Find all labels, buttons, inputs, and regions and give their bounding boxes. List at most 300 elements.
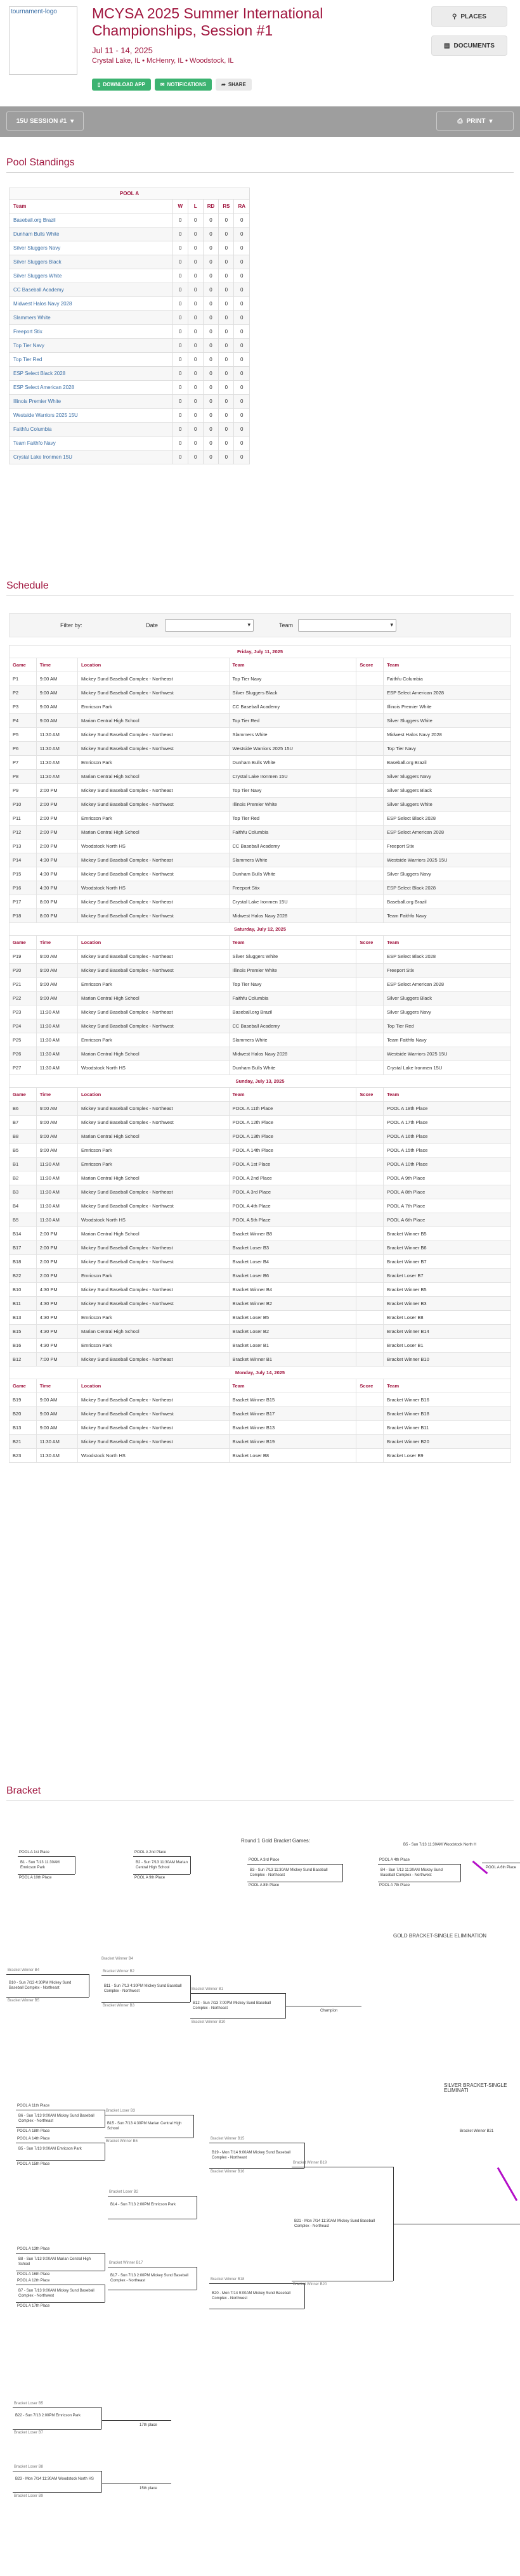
game-score xyxy=(356,1311,384,1325)
game-time: 11:30 AM xyxy=(36,1019,77,1033)
game-score xyxy=(356,1005,384,1019)
game-location: Mickey Sund Baseball Complex - Northwest xyxy=(77,1199,229,1213)
stat-cell: 0 xyxy=(172,283,188,297)
places-button[interactable] xyxy=(431,6,507,27)
home-team: POOL A 1st Place xyxy=(229,1157,356,1171)
game-time: 11:30 AM xyxy=(36,1047,77,1061)
documents-button[interactable] xyxy=(431,35,507,56)
stat-cell: 0 xyxy=(188,325,203,339)
game-time: 11:30 AM xyxy=(36,1061,77,1075)
game-time: 2:00 PM xyxy=(36,812,77,826)
stat-cell: 0 xyxy=(203,339,219,353)
away-team: Baseball.org Brazil xyxy=(384,756,511,770)
day-header-row xyxy=(10,646,511,658)
date-filter-select[interactable] xyxy=(165,619,254,632)
game-row xyxy=(10,909,511,923)
stat-cell: 0 xyxy=(172,325,188,339)
game-score xyxy=(356,1435,384,1449)
game-time: 9:00 AM xyxy=(36,1144,77,1157)
game-location: Mickey Sund Baseball Complex - Northwest xyxy=(77,1407,229,1421)
game-time: 2:00 PM xyxy=(36,798,77,812)
away-team: Midwest Halos Navy 2028 xyxy=(384,728,511,742)
bracket-slot-top: POOL A 12th Place xyxy=(17,2279,50,2283)
team-link[interactable]: Silver Sluggers Navy xyxy=(10,241,173,255)
game-score xyxy=(356,978,384,992)
game-id: P6 xyxy=(10,742,37,756)
bracket-slot-bottom: POOL A 9th Place xyxy=(134,1876,166,1880)
game-score xyxy=(356,1255,384,1269)
stat-cell: 0 xyxy=(188,450,203,464)
stat-cell: 0 xyxy=(172,241,188,255)
stat-cell: 0 xyxy=(172,423,188,437)
stat-cell: 0 xyxy=(188,395,203,409)
home-team: Westside Warriors 2025 15U xyxy=(229,742,356,756)
game-row xyxy=(10,1171,511,1185)
team-link[interactable]: Team Faithfo Navy xyxy=(10,437,173,450)
away-team: Bracket Loser B1 xyxy=(384,1339,511,1353)
home-team: Bracket Winner B1 xyxy=(229,1353,356,1367)
stat-cell: 0 xyxy=(203,450,219,464)
game-row xyxy=(10,1241,511,1255)
game-id: P20 xyxy=(10,964,37,978)
standings-row xyxy=(10,381,250,395)
team-link[interactable]: Freeport Stix xyxy=(10,325,173,339)
column-header: Location xyxy=(77,658,229,672)
column-header: Team xyxy=(10,200,173,214)
team-link[interactable]: Faithfu Columbia xyxy=(10,423,173,437)
game-row xyxy=(10,700,511,714)
stat-cell: 0 xyxy=(203,423,219,437)
game-location: Mickey Sund Baseball Complex - Northeast xyxy=(77,1283,229,1297)
date-filter-label: Date xyxy=(146,622,159,628)
game-location: Woodstock North HS xyxy=(77,1061,229,1075)
game-score xyxy=(356,1283,384,1297)
bracket-line xyxy=(16,2160,105,2161)
stat-cell: 0 xyxy=(219,353,234,367)
home-team: Top Tier Navy xyxy=(229,784,356,798)
pool-name: POOL A xyxy=(10,188,250,200)
bracket-line xyxy=(101,2407,102,2429)
home-team: POOL A 11th Place xyxy=(229,1102,356,1116)
bracket-line xyxy=(378,1864,460,1865)
stat-cell: 0 xyxy=(203,367,219,381)
away-team: Silver Sluggers Navy xyxy=(384,867,511,881)
game-location: Emricson Park xyxy=(77,812,229,826)
schedule-header-row xyxy=(10,658,511,672)
bracket-game-info: B6 - Sun 7/13 9:00AM Mickey Sund Baseball Complex - Northeast xyxy=(18,2114,94,2123)
home-team: Bracket Winner B15 xyxy=(229,1393,356,1407)
game-location: Mickey Sund Baseball Complex - Northwest xyxy=(77,867,229,881)
share-icon: ➦ xyxy=(221,82,226,87)
game-location: Emricson Park xyxy=(77,700,229,714)
game-time: 11:30 AM xyxy=(36,728,77,742)
division-dropdown[interactable] xyxy=(6,112,84,131)
away-team: POOL A 15th Place xyxy=(384,1144,511,1157)
game-score xyxy=(356,1297,384,1311)
team-link[interactable]: ESP Select American 2028 xyxy=(10,381,173,395)
stat-cell: 0 xyxy=(234,381,250,395)
bracket-game-info: B7 - Sun 7/13 9:00AM Mickey Sund Baseball Complex - Northwest xyxy=(18,2289,94,2298)
home-team: Top Tier Navy xyxy=(229,978,356,992)
game-id: P21 xyxy=(10,978,37,992)
game-score xyxy=(356,909,384,923)
game-id: P5 xyxy=(10,728,37,742)
stat-cell: 0 xyxy=(203,409,219,423)
away-team: Bracket Winner B5 xyxy=(384,1227,511,1241)
game-time: 7:00 PM xyxy=(36,1353,77,1367)
team-link[interactable]: Top Tier Navy xyxy=(10,339,173,353)
game-row xyxy=(10,812,511,826)
column-header: Team xyxy=(384,936,511,950)
away-team: POOL A 10th Place xyxy=(384,1157,511,1171)
away-team: ESP Select American 2028 xyxy=(384,978,511,992)
day-header-row xyxy=(10,1075,511,1088)
stat-cell: 0 xyxy=(203,227,219,241)
game-row xyxy=(10,1297,511,1311)
home-team: Bracket Winner B13 xyxy=(229,1421,356,1435)
stat-cell: 0 xyxy=(203,353,219,367)
game-time: 9:00 AM xyxy=(36,950,77,964)
away-team: Bracket Winner B14 xyxy=(384,1325,511,1339)
away-team: ESP Select American 2028 xyxy=(384,826,511,839)
stat-cell: 0 xyxy=(203,214,219,227)
column-header: Team xyxy=(384,1088,511,1102)
bracket-game-info: B10 - Sun 7/13 4:30PM Mickey Sund Baseball Complex - Northeast xyxy=(9,1981,72,1990)
pool-header-row xyxy=(10,188,250,200)
team-link[interactable]: Midwest Halos Navy 2028 xyxy=(10,297,173,311)
away-team: Silver Sluggers Navy xyxy=(384,770,511,784)
game-row xyxy=(10,1227,511,1241)
bracket-game-info: B1 - Sun 7/13 11:30AM Emricson Park xyxy=(20,1861,60,1870)
game-id: B8 xyxy=(10,1130,37,1144)
bracket-line xyxy=(460,1864,461,1882)
game-row xyxy=(10,1144,511,1157)
away-team: Bracket Winner B10 xyxy=(384,1353,511,1367)
game-time: 9:00 AM xyxy=(36,978,77,992)
stat-cell: 0 xyxy=(219,255,234,269)
game-time: 9:00 AM xyxy=(36,672,77,686)
stat-cell: 0 xyxy=(234,450,250,464)
schedule-filter-bar xyxy=(9,613,511,637)
team-link[interactable]: Silver Sluggers White xyxy=(10,269,173,283)
stat-cell: 0 xyxy=(219,325,234,339)
game-time: 8:00 PM xyxy=(36,895,77,909)
game-id: P1 xyxy=(10,672,37,686)
game-score xyxy=(356,1407,384,1421)
game-time: 8:00 PM xyxy=(36,909,77,923)
column-header: RS xyxy=(219,200,234,214)
game-time: 4:30 PM xyxy=(36,867,77,881)
bracket-line xyxy=(108,2196,197,2197)
game-id: B20 xyxy=(10,1407,37,1421)
game-score xyxy=(356,1185,384,1199)
team-link[interactable]: Slammers White xyxy=(10,311,173,325)
home-team: Bracket Winner B4 xyxy=(229,1283,356,1297)
home-team: Illinois Premier White xyxy=(229,798,356,812)
game-time: 2:00 PM xyxy=(36,1241,77,1255)
home-team: Silver Sluggers White xyxy=(229,950,356,964)
stat-cell: 0 xyxy=(188,437,203,450)
bracket-slot-top: Bracket Winner B4 xyxy=(8,1968,40,1972)
game-location: Mickey Sund Baseball Complex - Northwest xyxy=(77,1297,229,1311)
game-time: 9:00 AM xyxy=(36,714,77,728)
share-button[interactable] xyxy=(216,79,252,91)
column-header: Game xyxy=(10,1088,37,1102)
game-location: Mickey Sund Baseball Complex - Northeast xyxy=(77,895,229,909)
stat-cell: 0 xyxy=(188,269,203,283)
home-team: Dunham Bulls White xyxy=(229,867,356,881)
stat-cell: 0 xyxy=(203,437,219,450)
stat-cell: 0 xyxy=(172,409,188,423)
column-header: L xyxy=(188,200,203,214)
bracket-line xyxy=(304,2283,305,2309)
game-time: 9:00 AM xyxy=(36,1421,77,1435)
stat-cell: 0 xyxy=(219,423,234,437)
game-score xyxy=(356,895,384,909)
standings-row xyxy=(10,283,250,297)
game-time: 9:00 AM xyxy=(36,1130,77,1144)
game-id: P3 xyxy=(10,700,37,714)
team-link[interactable]: Crystal Lake Ironmen 15U xyxy=(10,450,173,464)
game-location: Mickey Sund Baseball Complex - Northeast xyxy=(77,1185,229,1199)
notifications-label: NOTIFICATIONS xyxy=(167,82,207,87)
game-score xyxy=(356,1061,384,1075)
stat-cell: 0 xyxy=(172,227,188,241)
game-time: 9:00 AM xyxy=(36,686,77,700)
team-filter-select[interactable] xyxy=(298,619,396,632)
stat-cell: 0 xyxy=(219,311,234,325)
bracket-line xyxy=(190,1856,191,1874)
game-score xyxy=(356,867,384,881)
share-label: SHARE xyxy=(228,82,246,87)
column-header: Time xyxy=(36,936,77,950)
bracket-line xyxy=(209,2168,304,2169)
game-location: Mickey Sund Baseball Complex - Northeast xyxy=(77,1393,229,1407)
away-team: Freeport Stix xyxy=(384,964,511,978)
away-team: ESP Select Black 2028 xyxy=(384,950,511,964)
game-location: Emricson Park xyxy=(77,1311,229,1325)
game-time: 4:30 PM xyxy=(36,1325,77,1339)
game-location: Mickey Sund Baseball Complex - Northwest xyxy=(77,1116,229,1130)
team-filter-label: Team xyxy=(279,622,294,628)
away-team: POOL A 18th Place xyxy=(384,1102,511,1116)
column-header: Time xyxy=(36,658,77,672)
stat-cell: 0 xyxy=(172,255,188,269)
game-location: Mickey Sund Baseball Complex - Northeast xyxy=(77,784,229,798)
team-link[interactable]: Silver Sluggers Black xyxy=(10,255,173,269)
home-team: Midwest Halos Navy 2028 xyxy=(229,1047,356,1061)
away-team: Bracket Winner B5 xyxy=(384,1283,511,1297)
division-label: 15U SESSION #1 xyxy=(16,117,67,125)
column-header: Team xyxy=(229,936,356,950)
game-score xyxy=(356,992,384,1005)
game-score xyxy=(356,784,384,798)
bracket-slot-top: POOL A 11th Place xyxy=(17,2104,50,2108)
team-link[interactable]: Dunham Bulls White xyxy=(10,227,173,241)
game-score xyxy=(356,1199,384,1213)
column-header: Time xyxy=(36,1379,77,1393)
team-link[interactable]: Illinois Premier White xyxy=(10,395,173,409)
standings-row xyxy=(10,255,250,269)
stat-cell: 0 xyxy=(172,437,188,450)
bracket-title: Bracket xyxy=(6,1785,41,1796)
game-row xyxy=(10,1311,511,1325)
standings-row xyxy=(10,437,250,450)
game-time: 9:00 AM xyxy=(36,1116,77,1130)
team-link[interactable]: Westside Warriors 2025 15U xyxy=(10,409,173,423)
column-header: Game xyxy=(10,658,37,672)
away-team: Bracket Loser B8 xyxy=(384,1311,511,1325)
stat-cell: 0 xyxy=(172,353,188,367)
game-id: B2 xyxy=(10,1171,37,1185)
stat-cell: 0 xyxy=(219,367,234,381)
game-location: Mickey Sund Baseball Complex - Northeast xyxy=(77,853,229,867)
away-team: Freeport Stix xyxy=(384,839,511,853)
bracket-line xyxy=(13,2407,101,2408)
day-header-row xyxy=(10,1367,511,1379)
download-app-button[interactable] xyxy=(92,79,151,91)
game-location: Mickey Sund Baseball Complex - Northwest xyxy=(77,1255,229,1269)
home-team: POOL A 12th Place xyxy=(229,1116,356,1130)
game-score xyxy=(356,964,384,978)
stat-cell: 0 xyxy=(234,283,250,297)
home-team: Bracket Loser B4 xyxy=(229,1255,356,1269)
day-label: Monday, July 14, 2025 xyxy=(10,1367,511,1379)
bracket-line xyxy=(133,1874,190,1875)
game-id: P15 xyxy=(10,867,37,881)
game-id: B11 xyxy=(10,1297,37,1311)
bracket-line xyxy=(101,2420,171,2421)
game-id: B12 xyxy=(10,1353,37,1367)
bracket-slot-top: Bracket Winner B18 xyxy=(211,2278,245,2281)
game-row xyxy=(10,1213,511,1227)
game-id: P14 xyxy=(10,853,37,867)
game-row xyxy=(10,895,511,909)
stat-cell: 0 xyxy=(172,311,188,325)
bracket-slot-top: B5 - Sun 7/13 11:30AM Woodstock North H xyxy=(403,1843,477,1847)
column-header: Score xyxy=(356,1379,384,1393)
game-id: B5 xyxy=(10,1144,37,1157)
bracket-slot-top: Bracket Winner B4 xyxy=(101,1957,134,1961)
bracket-slot-bottom: POOL A 17th Place xyxy=(17,2304,50,2308)
game-id: P7 xyxy=(10,756,37,770)
game-location: Marian Central High School xyxy=(77,714,229,728)
stat-cell: 0 xyxy=(234,409,250,423)
away-team: Silver Sluggers Black xyxy=(384,784,511,798)
gold-bracket-title: GOLD BRACKET-SINGLE ELIMINATION xyxy=(393,1933,486,1939)
game-location: Marian Central High School xyxy=(77,826,229,839)
bracket-slot-top: POOL A 3rd Place xyxy=(249,1858,280,1862)
game-id: B7 xyxy=(10,1116,37,1130)
team-link[interactable]: ESP Select Black 2028 xyxy=(10,367,173,381)
game-id: B23 xyxy=(10,1449,37,1463)
game-score xyxy=(356,1213,384,1227)
stat-cell: 0 xyxy=(234,423,250,437)
away-team: Top Tier Navy xyxy=(384,742,511,756)
game-row xyxy=(10,853,511,867)
schedule-header-row xyxy=(10,1088,511,1102)
game-row xyxy=(10,1005,511,1019)
away-team: ESP Select Black 2028 xyxy=(384,881,511,895)
away-team: ESP Select American 2028 xyxy=(384,686,511,700)
bracket-line xyxy=(101,1975,190,1976)
game-score xyxy=(356,742,384,756)
bracket-slot-bottom: POOL A 10th Place xyxy=(19,1876,52,1880)
bracket-slot-top: Bracket Winner B19 xyxy=(293,2161,327,2165)
bracket-slot-bottom: POOL A 6th Place xyxy=(486,1866,517,1870)
game-score xyxy=(356,756,384,770)
stat-cell: 0 xyxy=(188,311,203,325)
bracket-line xyxy=(101,2002,190,2003)
page-header xyxy=(0,0,520,106)
home-team: POOL A 2nd Place xyxy=(229,1171,356,1185)
game-time: 4:30 PM xyxy=(36,881,77,895)
team-link[interactable]: Top Tier Red xyxy=(10,353,173,367)
tournament-location: Crystal Lake, IL • McHenry, IL • Woodstock, IL xyxy=(92,57,234,65)
column-header: Team xyxy=(229,658,356,672)
home-team: Bracket Winner B8 xyxy=(229,1227,356,1241)
game-time: 11:30 AM xyxy=(36,1157,77,1171)
home-team: Baseball.org Brazil xyxy=(229,1005,356,1019)
game-score xyxy=(356,1393,384,1407)
home-team: Freeport Stix xyxy=(229,881,356,895)
away-team: Westside Warriors 2025 15U xyxy=(384,853,511,867)
print-button[interactable] xyxy=(436,112,514,131)
tournament-dates: Jul 11 - 14, 2025 xyxy=(92,46,153,55)
notifications-button[interactable] xyxy=(155,79,212,91)
standings-row xyxy=(10,339,250,353)
game-location: Emricson Park xyxy=(77,1157,229,1171)
team-link[interactable]: Baseball.org Brazil xyxy=(10,214,173,227)
standings-header-row xyxy=(10,200,250,214)
game-row xyxy=(10,867,511,881)
game-score xyxy=(356,1421,384,1435)
pool-standings-title: Pool Standings xyxy=(6,157,75,168)
stat-cell: 0 xyxy=(203,311,219,325)
header-actions xyxy=(92,79,252,91)
away-team: Bracket Winner B3 xyxy=(384,1297,511,1311)
game-location: Mickey Sund Baseball Complex - Northwest xyxy=(77,964,229,978)
bracket-slot-bottom: Bracket Winner B6 xyxy=(106,2139,138,2143)
stat-cell: 0 xyxy=(219,450,234,464)
game-row xyxy=(10,1102,511,1116)
game-row xyxy=(10,1019,511,1033)
stat-cell: 0 xyxy=(234,241,250,255)
game-score xyxy=(356,1102,384,1116)
home-team: Silver Sluggers Black xyxy=(229,686,356,700)
game-row xyxy=(10,1116,511,1130)
game-id: B15 xyxy=(10,1325,37,1339)
game-score xyxy=(356,950,384,964)
column-header: Location xyxy=(77,1088,229,1102)
game-id: P12 xyxy=(10,826,37,839)
stat-cell: 0 xyxy=(234,395,250,409)
bracket-slot-top: Bracket Winner B17 xyxy=(109,2261,143,2265)
game-score xyxy=(356,686,384,700)
game-location: Emricson Park xyxy=(77,1269,229,1283)
team-link[interactable]: CC Baseball Academy xyxy=(10,283,173,297)
schedule-table xyxy=(9,645,511,1463)
game-location: Emricson Park xyxy=(77,978,229,992)
column-header: Game xyxy=(10,936,37,950)
game-score xyxy=(356,798,384,812)
column-header: Team xyxy=(229,1088,356,1102)
game-row xyxy=(10,1130,511,1144)
game-row xyxy=(10,672,511,686)
home-team: Top Tier Red xyxy=(229,714,356,728)
game-time: 2:00 PM xyxy=(36,1269,77,1283)
game-row xyxy=(10,1047,511,1061)
